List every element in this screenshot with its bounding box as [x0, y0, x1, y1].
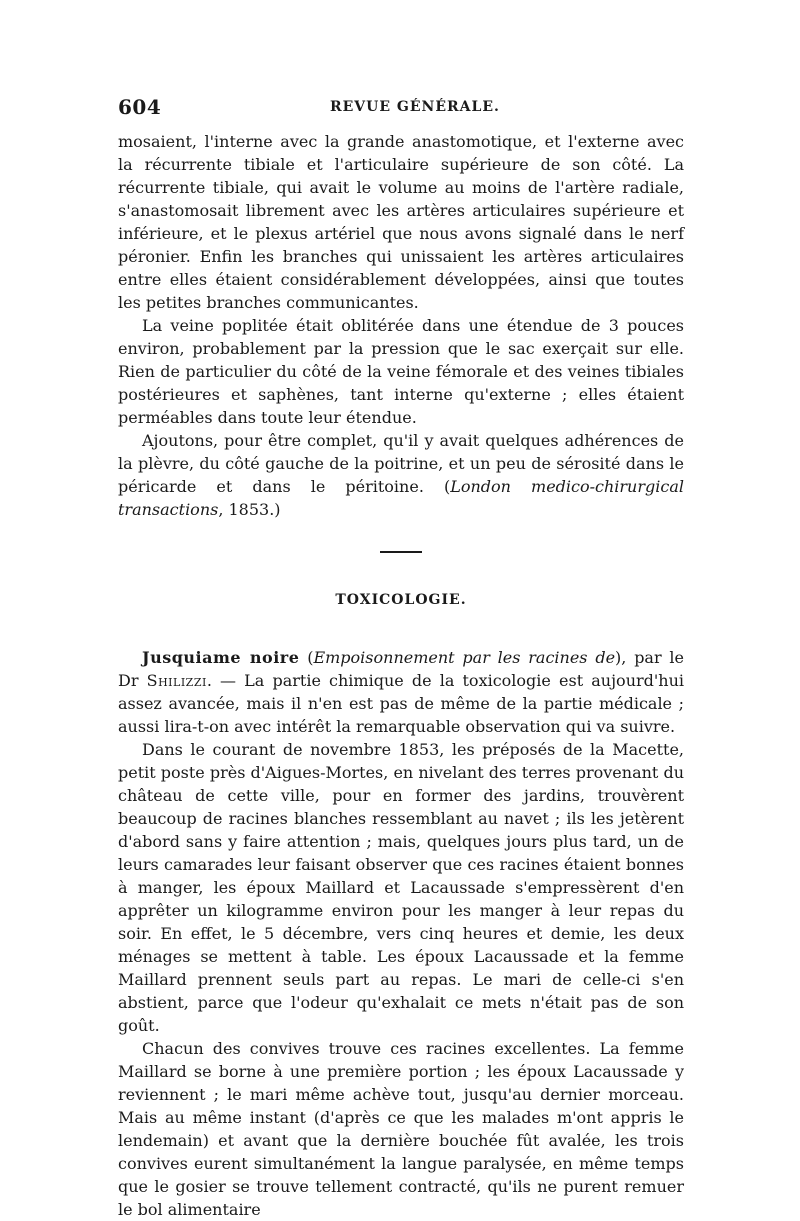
paragraph-popliteal-vein: La veine poplitée était oblitérée dans une étendue de 3 pouces environ, probablement par la pression que le sac exerçait sur elle. Rien de particulier du côté de la veine fémorale et des veines tibiales postérieures et saphènes, tant interne qu'externe ; elles étaient perméables dans toute leur étendue.	[118, 316, 684, 427]
paragraph-convives: Chacun des convives trouve ces racines excellentes. La femme Maillard se borne à une première portion ; les époux Lacaussade y reviennent ; le mari même achève tout, jusqu'au dernier morceau. Mais au même instant (d'après ce que les malades m'ont appris le lendemain) et avant que la dernière bouchée fût avalée, les trois convives eurent simultanément la langue paralysée, en même temps que le gosier se trouve tellement contracté, qu'ils ne purent remuer le bol alimentaire	[118, 1039, 684, 1219]
paragraph-jusquiame-intro	[118, 646, 684, 738]
paragraph-adhesions	[118, 429, 684, 521]
body-text	[118, 130, 684, 1221]
page-header	[118, 95, 684, 121]
author-name: Shilizzi	[146, 671, 207, 690]
paragraph-macette: Dans le courant de novembre 1853, les préposés de la Macette, petit poste près d'Aigues-Mortes, en nivelant des terres provenant du château de cette ville, pour en former des jardins, trouvèrent beaucoup de racines blanches ressemblant au navet ; ils les jetèrent d'abord sans y faire attention ; mais, quelques jours plus tard, un de leurs camarades leur faisant observer que ces racines étaient bonnes à manger, les époux Maillard et Lacaussade s'empressèrent d'en apprêter un kilogramme environ pour les manger à leur repas du soir. En effet, le 5 décembre, vers cinq heures et demie, les deux ménages se mettent à table. Les époux Lacaussade et la femme Maillard prennent seuls part au repas. Le mari de celle-ci s'en abstient, parce que l'odeur qu'exhalait ce mets n'était pas de son goût.	[118, 740, 684, 1035]
citation-year: , 1853.)	[218, 500, 281, 519]
section-title: TOXICOLOGIE.	[335, 592, 467, 608]
author-prefix: ), par le Dr	[118, 648, 685, 690]
adhesions-text: Ajoutons, pour être complet, qu'il y avait quelques adhérences de la plèvre, du côté gauche de la poitrine, et un peu de sérosité dans le péricarde et dans le péritoine. (	[118, 431, 684, 496]
intro-text: . — La partie chimique de la toxicologie est aujourd'hui assez avancée, mais il n'en est pas de même de la partie médicale ; aussi lira-t-on avec intérêt la remarquable observation qui va suivre.	[118, 671, 685, 736]
paragraph-continuation: mosaient, l'interne avec la grande anastomotique, et l'externe avec la récurrente tibiale et l'articulaire supérieure de son côté. La récurrente tibiale, qui avait le volume au moins de l'artère radiale, s'anastomosait librement avec les artères articulaires supérieure et inférieure, et le plexus artériel que nous avons signalé dans le nerf péronier. Enfin les branches qui unissaient les artères articulaires entre elles étaient considérablement développées, ainsi que toutes les petites branches communicantes.	[118, 132, 684, 312]
citation-title: London medico-chirurgical transactions	[118, 477, 684, 519]
lead-spacer: (	[299, 648, 314, 667]
article-subtitle: Empoisonnement par les racines de	[313, 648, 616, 667]
running-head: REVUE GÉNÉRALE.	[330, 99, 500, 115]
section-divider	[380, 551, 422, 553]
page-number: 604	[118, 95, 162, 119]
article-lead-title: Jusquiame noire	[142, 648, 300, 667]
